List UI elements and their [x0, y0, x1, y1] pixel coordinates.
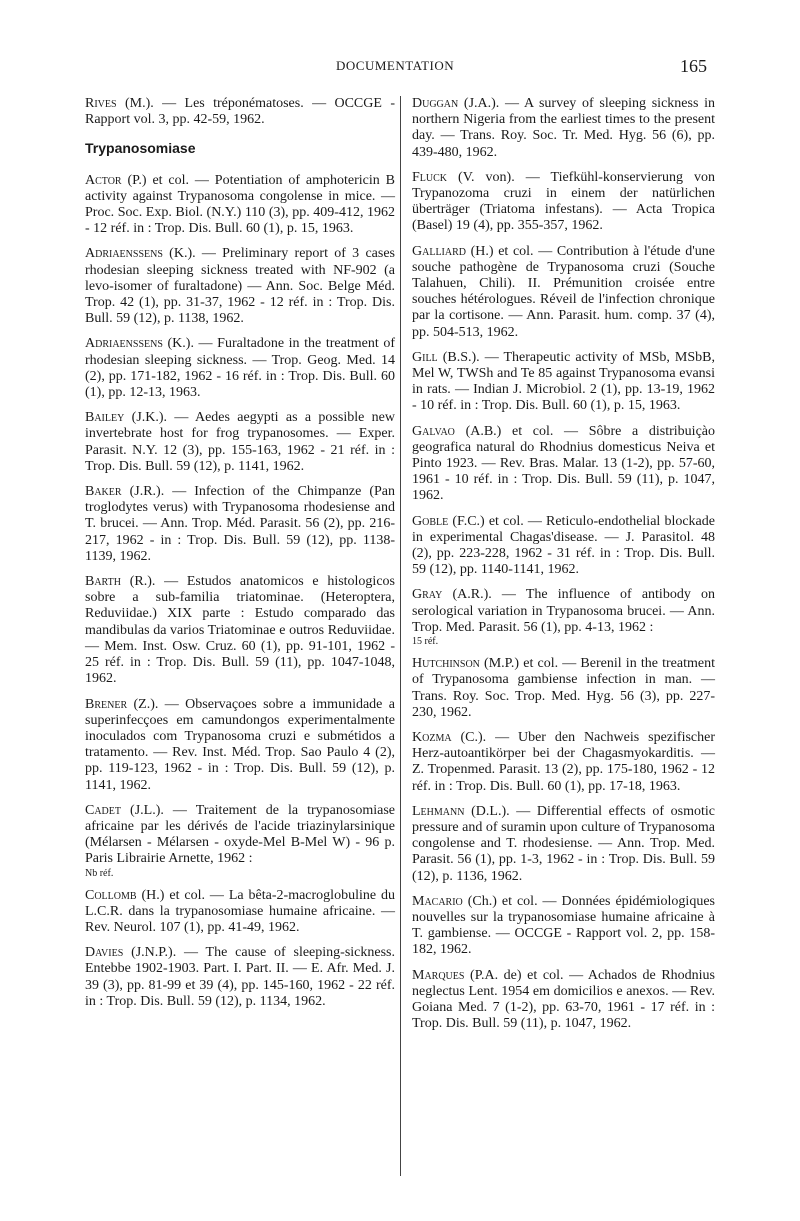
reference-text: (Z.). — Observaçoes sobre a immunidade a superinfecçoes em camundongos experimentalmente inoculados com Trypanosoma cruzi e submétidos a tratamento. — Rev. Inst. Méd. Trop. Sao Paulo 4 (2), pp. 119-123, 1962 - in : Trop. Dis. Bull. 59 (12), p. 1141, 1962. — [85, 696, 395, 793]
reference-entry — [412, 170, 715, 235]
reference-text: (F.C.) et col. — Reticulo-endothelial blockade in experimental Chagas'disease. — J. Parasitol. 48 (2), pp. 223-228, 1962 - 31 réf. in : Trop. Dis. Bull. 59 (12), pp. 1140-1141, 1962. — [412, 513, 715, 578]
reference-author: Adriaenssens — [85, 246, 163, 262]
reference-entry — [85, 246, 395, 327]
reference-text: (K.). — Furaltadone in the treatment of rhodesian sleeping sickness. — Trop. Geog. Med. 14 (2), pp. 171-182, 1962 - 16 réf. in : Trop. Dis. Bull. 60 (1), pp. 12-13, 1963. — [85, 336, 395, 401]
reference-author: Collomb — [85, 887, 137, 903]
reference-author: Brener — [85, 696, 128, 712]
reference-author: Fluck — [412, 169, 448, 185]
reference-entry — [85, 410, 395, 475]
reference-author: Hutchinson — [412, 656, 480, 672]
reference-entry — [412, 968, 715, 1033]
reference-entry — [85, 96, 395, 128]
reference-entry — [85, 336, 395, 401]
reference-entry — [85, 574, 395, 687]
reference-entry — [412, 514, 715, 579]
reference-entry — [412, 587, 715, 647]
reference-text: (H.) et col. — Contribution à l'étude d'une souche pathogène de Trypanosoma cruzi (Souche Talahuen, Chili). II. Prémunition croisée entre souches hétérologues. Réveil de l'infection chronique par la cortisone. — Ann. Parasit. hum. comp. 37 (4), pp. 504-513, 1962. — [412, 243, 715, 340]
reference-author: Adriaenssens — [85, 336, 163, 352]
reference-text: (H.) et col. — La bêta-2-macroglobuline du L.C.R. dans la trypanosomiase humaine africaine. — Rev. Neurol. 107 (1), pp. 41-49, 1962. — [85, 887, 395, 935]
reference-text: (J.N.P.). — The cause of sleeping-sickness. Entebbe 1902-1903. Part. I. Part. II. — E. Afr. Med. J. 39 (3), pp. 81-99 et 39 (4), pp. 145-160, 1962 - 22 réf. in : Trop. Dis. Bull. 59 (12), p. 1134, 1962. — [85, 945, 395, 1009]
reference-entry — [85, 484, 395, 565]
reference-entry — [85, 697, 395, 794]
reference-text: (M.P.) et col. — Berenil in the treatment of Trypanosoma gambiense infection in man. — Trans. Roy. Soc. Trop. Med. Hyg. 56 (3), pp. 227-230, 1962. — [412, 656, 715, 720]
reference-entry — [85, 803, 395, 879]
reference-text: (Ch.) et col. — Données épidémiologiques nouvelles sur la trypanosomiase humaine africaine à T. gambiense. — OCCGE - Rapport vol. 2, pp. 158-182, 1962. — [412, 893, 715, 958]
reference-author: Macario — [412, 893, 463, 909]
reference-author: Galliard — [412, 243, 466, 259]
reference-entry — [412, 894, 715, 959]
column-divider — [400, 96, 401, 1176]
reference-author: Gill — [412, 349, 438, 365]
reference-entry — [85, 173, 395, 238]
reference-text: (J.A.). — A survey of sleeping sickness in northern Nigeria from the earliest times to the present day. — Trans. Roy. Soc. Tr. Med. Hyg. 56 (6), pp. 439-480, 1962. — [412, 96, 715, 160]
right-column — [412, 96, 715, 1041]
reference-text: (J.R.). — Infection of the Chimpanze (Pan troglodytes verus) with Trypanosoma rhodesiense and T. brucei. — Ann. Trop. Méd. Parasit. 56 (2), pp. 216-217, 1962 - in : Trop. Dis. Bull. 59 (12), pp. 1138-1139, 1962. — [85, 484, 395, 564]
running-header — [0, 56, 800, 80]
running-title: DOCUMENTATION — [336, 58, 455, 73]
reference-entry — [412, 804, 715, 885]
reference-author: Davies — [85, 945, 124, 961]
left-column — [85, 96, 395, 1019]
reference-text: (K.). — Preliminary report of 3 cases rhodesian sleeping sickness treated with NF-902 (a levo-isomer of furaltadone) — Ann. Soc. Belge Méd. Trop. 42 (1), pp. 31-37, 1962 - 12 réf. in : Trop. Dis. Bull. 59 (12), p. 1138, 1962. — [85, 246, 395, 327]
reference-author: Duggan — [412, 96, 459, 111]
reference-text: (J.L.). — Traitement de la trypanosomiase africaine par les dérivés de l'acide triazinylarsinique (Mélarsen - Mélarsen - oxyde-Mel B-Mel W) - 96 p. Paris Librairie Arnette, 1962 : — [85, 802, 395, 867]
reference-author: Gray — [412, 587, 443, 603]
reference-text: (C.). — Uber den Nachweis spezifischer Herz-autoantikörper bei der Chagasmyokarditis. — Z. Tropenmed. Parasit. 13 (2), pp. 175-180, 1962 - 12 réf. in : Trop. Dis. Bull. 60 (1), pp. 17-18, 1963. — [412, 729, 715, 794]
reference-text: (A.R.). — The influence of antibody on serological variation in Trypanosoma brucei. — Ann. Trop. Med. Parasit. 56 (1), pp. 4-13, 1962 : — [412, 587, 715, 635]
reference-entry — [85, 888, 395, 937]
reference-entry — [412, 96, 715, 161]
reference-text: (R.). — Estudos anatomicos e histologicos sobre a sub-familia triatominae. (Heteroptera, Reduviidae.) XIX parte : Estudo comparado das mandibulas da varios Triatominae e outros Reduviidae. — Mem. Inst. Osw. Cruz. 60 (1), pp. 91-101, 1962 - 25 réf. in : Trop. Dis. Bull. 59 (11), pp. 1047-1048, 1962. — [85, 574, 395, 687]
reference-author: Kozma — [412, 729, 452, 745]
reference-text: (M.). — Les tréponématoses. — OCCGE - Rapport vol. 3, pp. 42-59, 1962. — [85, 96, 395, 128]
reference-author: Lehmann — [412, 803, 465, 819]
reference-entry — [412, 656, 715, 721]
page-number: 165 — [680, 56, 707, 76]
reference-text: (P.) et col. — Potentiation of amphotericin B activity against Trypanosoma congolense in mice. — Proc. Soc. Exp. Biol. (N.Y.) 110 (3), pp. 409-412, 1962 - 12 réf. in : Trop. Dis. Bull. 60 (1), p. 15, 1963. — [85, 172, 395, 237]
reference-text: (D.L.). — Differential effects of osmotic pressure and of suramin upon culture of Trypanosoma congolense and T. rhodesiense. — Ann. Trop. Med. Parasit. 56 (1), pp. 1-3, 1962 - in : Trop. Dis. Bull. 59 (12), p. 1136, 1962. — [412, 803, 715, 884]
reference-text: (B.S.). — Therapeutic activity of MSb, MSbB, Mel W, TWSh and Te 85 against Trypanosoma evansi in rats. — Indian J. Microbiol. 2 (1), pp. 13-19, 1962 - 10 réf. in : Trop. Dis. Bull. 60 (1), p. 15, 1963. — [412, 349, 715, 414]
reference-text: (P.A. de) et col. — Achados de Rhodnius neglectus Lent. 1954 em domicilios e anexos. — Rev. Goiana Med. 7 (1-2), pp. 63-70, 1961 - 17 réf. in : Trop. Dis. Bull. 59 (11), p. 1047, 1962. — [412, 967, 715, 1032]
reference-count-note: Nb réf. — [85, 867, 114, 879]
reference-text: (J.K.). — Aedes aegypti as a possible new invertebrate host for frog trypanosomes. — Exper. Parasit. N.Y. 12 (3), pp. 155-163, 1962 - 21 réf. in : Trop. Dis. Bull. 59 (12), p. 1141, 1962. — [85, 410, 395, 474]
section-heading: Trypanosomiase — [85, 140, 196, 157]
reference-entry — [412, 350, 715, 415]
reference-author: Cadet — [85, 802, 121, 818]
reference-author: Barth — [85, 574, 121, 590]
reference-author: Rives — [85, 96, 117, 111]
reference-entry — [412, 424, 715, 505]
reference-author: Actor — [85, 172, 122, 188]
reference-author: Baker — [85, 484, 122, 500]
reference-author: Galvao — [412, 423, 455, 439]
reference-entry — [412, 730, 715, 795]
reference-text: (A.B.) et col. — Sôbre a distribuiçào geografica natural do Rhodnius domesticus Neiva et Pinto 1923. — Rev. Bras. Malar. 13 (1-2), pp. 57-60, 1961 - 10 réf. in : Trop. Dis. Bull. 59 (11), p. 1047, 1962. — [412, 423, 715, 504]
reference-count-note: 15 réf. — [412, 636, 439, 648]
reference-entry — [85, 945, 395, 1010]
reference-text: (V. von). — Tiefkühl-konservierung von Trypanozoma cruzi in einem der natürlichen überträger (Triatoma infestans). — Acta Tropica (Basel) 19 (4), pp. 355-357, 1962. — [412, 169, 715, 234]
reference-entry — [412, 244, 715, 341]
reference-author: Marques — [412, 967, 465, 983]
reference-author: Bailey — [85, 410, 125, 426]
reference-author: Goble — [412, 513, 449, 529]
